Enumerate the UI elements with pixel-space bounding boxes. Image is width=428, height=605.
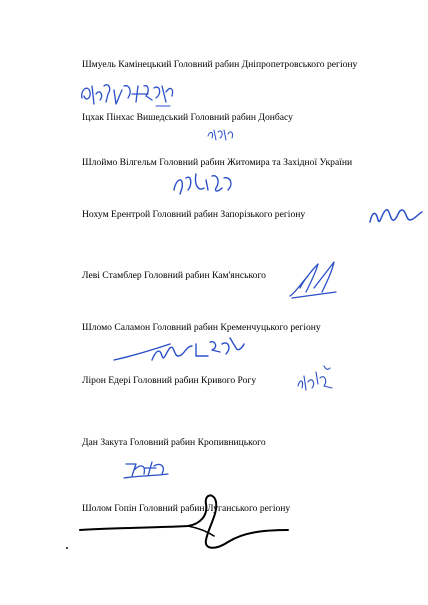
signature-kaminetsky — [78, 72, 178, 112]
signatory-line-gopin: Шолом Гопін Головний рабин Луганського регіону — [82, 503, 291, 514]
signature-stambler — [286, 258, 342, 302]
signatory-line-vishedsky: Іцхак Пінхас Вишедський Головний рабин Донбасу — [82, 112, 293, 123]
signature-erentroy — [368, 204, 426, 228]
signature-salamon — [112, 334, 246, 364]
signature-vilgelm — [170, 168, 240, 198]
signatory-line-stambler: Леві Стамблер Головний рабин Кам'янського — [82, 270, 266, 281]
signatory-line-vilgelm: Шлоймо Вілгельм Головний рабин Житомира та Західної України — [82, 157, 353, 168]
signatory-line-erentroy: Нохум Ерентрой Головний рабин Запорізького регіону — [82, 209, 306, 220]
scan-speck — [66, 547, 68, 549]
signature-vishedsky — [206, 126, 236, 142]
signature-ederi — [294, 362, 336, 396]
signatory-line-ederi: Ліpон Едері Головний рабин Кривого Рогу — [82, 375, 257, 386]
signatory-line-salamon: Шломо Саламон Головний рабин Кременчуцького регіону — [82, 322, 321, 333]
signatory-line-kaminetsky: Шмуель Камінецький Головний рабин Дніпропетровського регіону — [82, 59, 358, 70]
signature-zakuta — [122, 454, 170, 482]
signature-gopin — [78, 490, 298, 554]
signatory-line-zakuta: Дан Закута Головний рабин Кропивницького — [82, 437, 266, 448]
